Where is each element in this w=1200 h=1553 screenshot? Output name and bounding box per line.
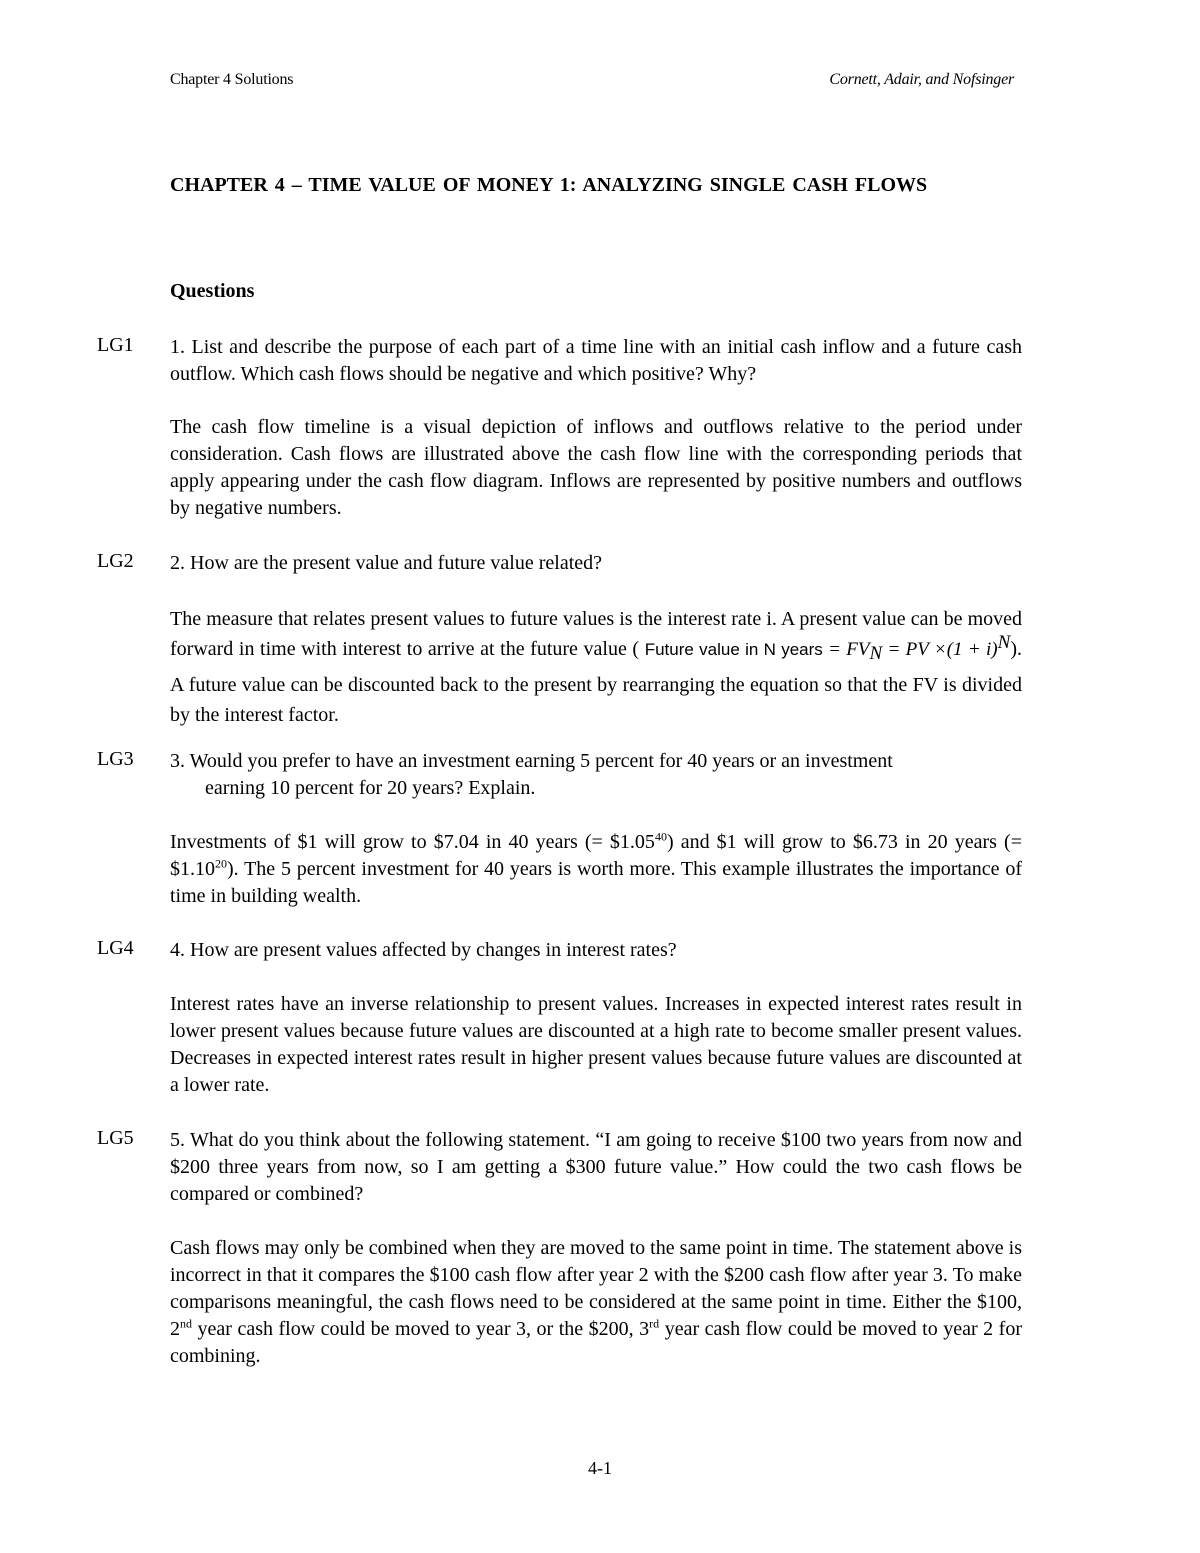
section-heading: Questions (170, 280, 255, 302)
learning-goal-label: LG2 (97, 550, 134, 572)
header-left: Chapter 4 Solutions (170, 71, 294, 88)
formula-rhs: = PV ×(1 + i) (882, 639, 998, 660)
answer-block-5 (170, 1235, 1022, 1370)
ordinal-suffix: rd (649, 1316, 660, 1331)
chapter-title: CHAPTER 4 – TIME VALUE OF MONEY 1: ANALYZING SINGLE CASH FLOWS (170, 174, 928, 196)
formula-eq: = FV (828, 639, 870, 660)
answer-text-part: ). The 5 percent investment for 40 years is worth more. This example illustrates the importance of time in building wealth. (170, 858, 1022, 907)
question-text: 5. What do you think about the following statement. “I am going to receive $100 two years from now and $200 three years from now, so I am getting a $300 future value.” How could the two cash flows be compared or combined? (170, 1129, 1022, 1205)
answer-text-part: The measure that relates present values to future values is the interest rate i. A present value can be moved forward in time with interest to arrive at the future value ( (170, 608, 1022, 660)
answer-text-part: Investments of $1 will grow to $7.04 in 40 years (= $1.05 (170, 831, 655, 853)
answer-block-3 (170, 829, 1022, 910)
formula-label: Future value in N years (644, 640, 823, 659)
question-block-2 (170, 550, 1022, 577)
answer-text-part: year cash flow could be moved to year 3, or the $200, 3 (192, 1318, 650, 1340)
question-block-5 (170, 1127, 1022, 1208)
answer-text: The cash flow timeline is a visual depiction of inflows and outflows relative to the period under consideration. Cash flows are illustrated above the cash flow line with the corresponding periods that apply appearing under the cash flow diagram. Inflows are represented by positive numbers and outflows by negative numbers. (170, 416, 1022, 519)
formula-superscript: N (997, 632, 1011, 654)
question-text: 2. How are the present value and future value related? (170, 552, 603, 574)
formula-subscript: N (869, 643, 883, 665)
future-value-formula (644, 632, 1011, 665)
answer-text-part: Cash flows may only be combined when they are moved to the same point in time. The statement above is incorrect in that it compares the $100 cash flow after year 2 with the $200 cash flow after year 3. To make comparisons meaningful, the cash flows need to be considered at the same point in time. Either the $100, 2 (170, 1237, 1022, 1340)
learning-goal-label: LG5 (97, 1127, 134, 1149)
answer-block-1 (170, 414, 1022, 522)
answer-block-4 (170, 991, 1022, 1099)
answer-text (170, 829, 1022, 910)
question-text: 4. How are present values affected by changes in interest rates? (170, 939, 677, 961)
header-right: Cornett, Adair, and Nofsinger (829, 71, 1014, 88)
question-block-4 (170, 937, 1022, 964)
exponent: 40 (654, 829, 667, 844)
question-text-line: earning 10 percent for 20 years? Explain. (205, 777, 536, 799)
question-text: 1. List and describe the purpose of each part of a time line with an initial cash inflow and a future cash outflow. Which cash flows should be negative and which positive? Why? (170, 336, 1022, 385)
ordinal-suffix: nd (180, 1316, 192, 1331)
learning-goal-label: LG1 (97, 334, 134, 356)
learning-goal-label: LG3 (97, 748, 134, 770)
question-block-3 (170, 748, 1022, 802)
answer-block-2 (170, 604, 1022, 730)
answer-text (170, 604, 1022, 730)
answer-text-part: ). A future value can be discounted back to the present by rearranging the equation so that the FV is divided by the interest factor. (170, 638, 1022, 727)
question-text-line: 3. Would you prefer to have an investment earning 5 percent for 40 years or an investment (170, 750, 893, 772)
question-block-1 (170, 334, 1022, 388)
exponent: 20 (215, 856, 227, 871)
learning-goal-label: LG4 (97, 937, 134, 959)
answer-text (170, 1235, 1022, 1370)
answer-text-part: year cash flow could be moved to year 2 for combining. (170, 1318, 1023, 1367)
answer-text: Interest rates have an inverse relationship to present values. Increases in expected interest rates result in lower present values because future values are discounted at a high rate to become smaller present values. Decreases in expected interest rates result in higher present values because future values are discounted at a lower rate. (170, 993, 1022, 1096)
page-number: 4-1 (588, 1458, 612, 1478)
answer-text-part: ) and $1 will grow to $6.73 in 20 years (= $1.10 (170, 831, 1022, 880)
